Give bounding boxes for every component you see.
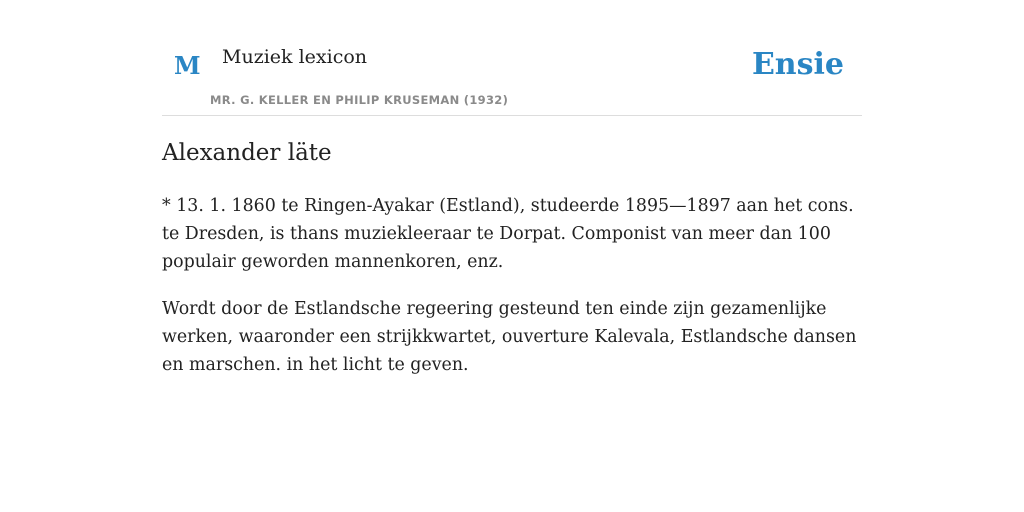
entry-body [162, 192, 862, 398]
dictionary-title-link[interactable]: Muziek lexicon [222, 46, 368, 68]
dictionary-header [162, 0, 862, 116]
entry-paragraph: * 13. 1. 1860 te Ringen-Ayakar (Estland), studeerde 1895—1897 aan het cons. te Dresden, is thans muziekleeraar te Dorpat. Componist van meer dan 100 populair geworden mannenkoren, enz. [162, 196, 854, 272]
dictionary-logo[interactable]: M [174, 51, 201, 80]
ensie-logo-link[interactable]: Ensie [751, 47, 844, 82]
dictionary-authors: MR. G. KELLER EN PHILIP KRUSEMAN (1932) [210, 93, 509, 107]
page [162, 0, 862, 375]
entry-title: Alexander läte [162, 140, 332, 166]
entry-paragraph: Wordt door de Estlandsche regeering gesteund ten einde zijn gezamenlijke werken, waaronder een strijkkwartet, ouverture Kalevala, Estlandsche dansen en marschen. in het licht te geven. [162, 299, 857, 375]
